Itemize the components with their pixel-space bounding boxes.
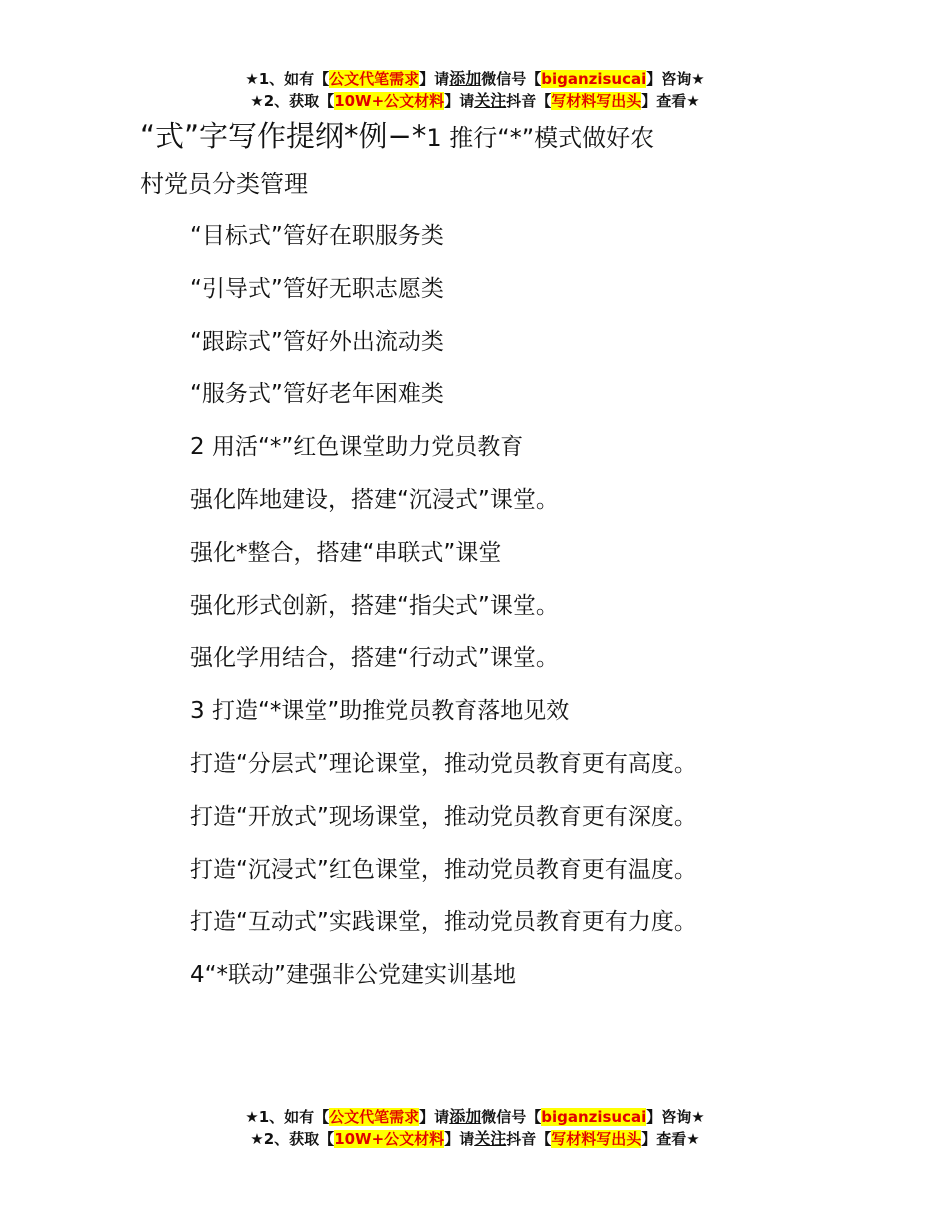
promo-highlight: 公文代笔需求 [329,1108,420,1126]
promo-highlight: 写材料写出头 [551,92,642,110]
body-line: 打造“分层式”理论课堂，推动党员教育更有高度。 [190,750,697,777]
promo-text: 微信号【 [481,70,542,88]
section-heading: 3 打造“*课堂”助推党员教育落地见效 [190,698,570,725]
body-line: 强化形式创新，搭建“指尖式”课堂。 [190,592,559,619]
promo-underlined: 关注 [474,1129,507,1148]
promo-line-1 [0,1106,950,1128]
body-line: 打造“开放式”现场课堂，推动党员教育更有深度。 [190,803,697,830]
body-line: 打造“互动式”实践课堂，推动党员教育更有力度。 [190,909,697,936]
promo-highlight: 10W+公文材料 [334,1130,445,1148]
title-main: “式”字写作提纲*例−* [140,119,427,153]
promo-text: 】请 [419,70,450,88]
title-first-heading: 1 推行“*”模式做好农 [426,124,655,152]
promo-text: 抖音【 [506,1130,552,1148]
promo-highlight: 写材料写出头 [551,1130,642,1148]
header-promo-banner [0,68,950,112]
footer-promo-banner [0,1106,950,1150]
promo-text: 】请 [444,1130,475,1148]
promo-highlight: 10W+公文材料 [334,92,445,110]
promo-text: ★1、如有【 [245,1108,330,1126]
promo-line-1 [0,68,950,90]
promo-underlined: 添加 [449,1107,482,1126]
promo-text: 抖音【 [506,92,552,110]
promo-text: ★1、如有【 [245,70,330,88]
promo-underlined: 添加 [449,69,482,88]
document-title [140,114,840,208]
body-line: “服务式”管好老年困难类 [190,381,444,408]
promo-text: 】请 [444,92,475,110]
promo-text: ★2、获取【 [250,1130,335,1148]
promo-line-2 [0,1128,950,1150]
promo-text: 】查看★ [641,92,700,110]
promo-text: 】咨询★ [646,70,705,88]
promo-highlight: 公文代笔需求 [329,70,420,88]
body-line: 打造“沉浸式”红色课堂，推动党员教育更有温度。 [190,856,697,883]
promo-highlight: biganzisucai [541,1108,647,1126]
promo-text: ★2、获取【 [250,92,335,110]
body-line: 强化学用结合，搭建“行动式”课堂。 [190,645,559,672]
promo-text: 】咨询★ [646,1108,705,1126]
body-line: 强化阵地建设，搭建“沉浸式”课堂。 [190,486,559,513]
body-line: “引导式”管好无职志愿类 [190,275,444,302]
promo-text: 】查看★ [641,1130,700,1148]
body-line: “跟踪式”管好外出流动类 [190,328,444,355]
title-continuation: 村党员分类管理 [140,170,308,198]
promo-text: 】请 [419,1108,450,1126]
body-line: 强化*整合，搭建“串联式”课堂 [190,539,502,566]
body-line: “目标式”管好在职服务类 [190,223,444,249]
section-heading: 2 用活“*”红色课堂助力党员教育 [190,434,524,461]
document-body [190,212,890,1004]
promo-highlight: biganzisucai [541,70,647,88]
promo-text: 微信号【 [481,1108,542,1126]
section-heading: 4“*联动”建强非公党建实训基地 [190,962,516,989]
promo-line-2 [0,90,950,112]
promo-underlined: 关注 [474,91,507,110]
